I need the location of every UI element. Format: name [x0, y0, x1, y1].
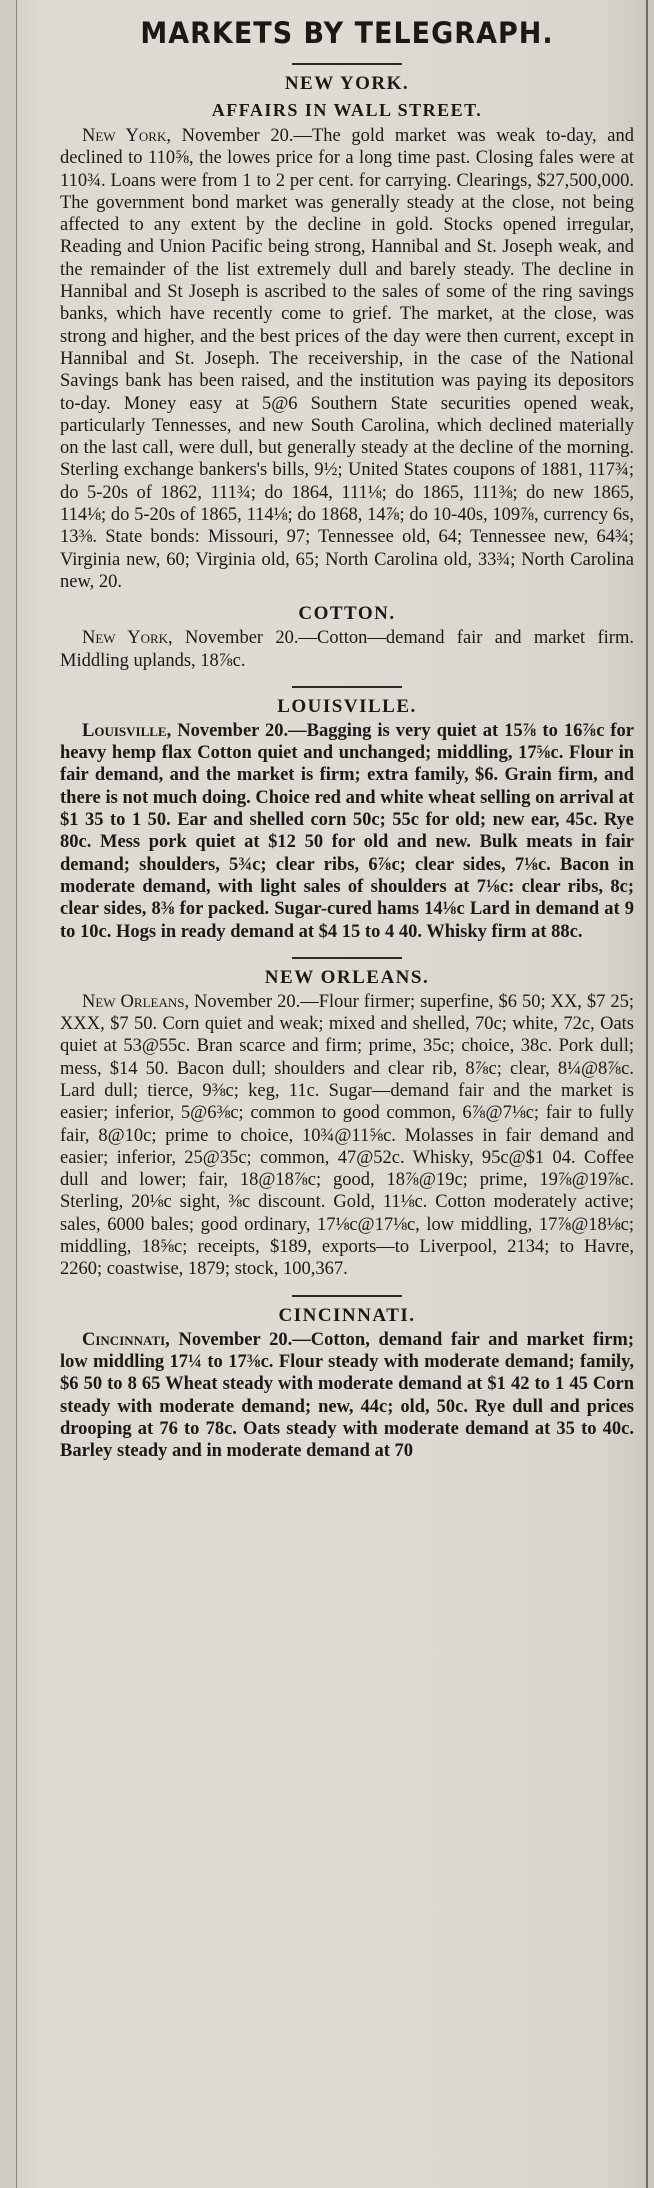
article-cotton — [60, 627, 634, 672]
dateline: Cincinnati, — [82, 1329, 170, 1350]
article-column — [60, 8, 634, 1462]
section-divider — [292, 1295, 402, 1297]
page-headline: MARKETS BY TELEGRAPH. — [140, 16, 554, 51]
section-divider — [292, 63, 402, 65]
article-cincinnati — [60, 1329, 634, 1463]
section-title-cincinnati: CINCINNATI. — [278, 1304, 416, 1326]
article-text: November 20.—Flour firmer; superfine, $6 50; XX, $7 25; XXX, $7 50. Corn quiet and weak; mixed and shelled, 70c; white, 72c, Oats quiet at 53@55c. Bran scarce and firm; prime, 35c; choice, 38c. Pork dull; mess, $14 50. Bacon dull; shoulders and clear rib, 8⅞c; clear, 8¼@8⅞c. Lard dull; tierce, 9⅜c; keg, 11c. Sugar—demand fair and the market is easier; inferior, 5@6⅜c; common to good common, 6⅞@7⅛c; fair to fully fair, 8@10c; prime to choice, 10¾@11⅝c. Molasses in fair demand and easier; inferior, 25@35c; common, 47@52c. Whisky, 95c@$1 04. Coffee dull and lower; fair, 18@18⅞c; good, 18⅞@19c; prime, 19⅞@19⅞c. Sterling, 20⅛c sight, ⅜c discount. Gold, 11⅛c. Cotton moderately active; sales, 6000 bales; good ordinary, 17⅛c@17⅛c, low middling, 17⅞@18⅛c; middling, 18⅝c; receipts, $189, exports—to Liverpool, 2134; to Havre, 2260; coastwise, 1879; stock, 100,367. — [60, 991, 634, 1280]
dateline: New York, — [82, 126, 171, 146]
article-louisville — [60, 720, 634, 943]
dateline: New York, — [82, 628, 173, 649]
adjacent-column-edge — [0, 0, 17, 2188]
column-rule — [646, 0, 648, 2188]
section-divider — [292, 686, 402, 688]
article-text: November 20.—The gold market was weak to-day, and declined to 110⅝, the lowes price for a long time past. Closing fales were at 110¾. Loans were from 1 to 2 per cent. for carrying. Clearings, $27,500,000. The government bond market was generally steady at the close, not being affected to any extent by the decline in gold. Stocks opened irregular, Reading and Union Pacific being strong, Hannibal and St. Joseph weak, and the remainder of the list extremely dull and barely steady. The decline in Hannibal and St Joseph is ascribed to the sales of some of the ring savings banks, which have recently come to grief. The market, at the close, was strong and higher, and the best prices of the day were then current, except in Hannibal and St. Joseph. The receivership, in the case of the National Savings bank has been raised, and the institution was paying its depositors to-day. Money easy at 5@6 Southern State securities opened weak, particularly Tennesses, and new South Carolina, which declined materially on the last call, were dull, but generally steady at the decline of the morning. Sterling exchange bankers's bills, 9½; United States coupons of 1881, 117¾; do 5-20s of 1862, 111¾; do 1864, 111⅛; do 1865, 111⅜; do new 1865, 114⅛; do 5-20s of 1865, 114⅛; do 1868, 14⅞; do 10-40s, 109⅞, currency 6s, 13⅜. State bonds: Missouri, 97; Tennessee old, 64; Tennessee new, 64¾; Virginia new, 60; Virginia old, 65; North Carolina old, 33¾; North Carolina new, 20. — [60, 126, 634, 592]
section-title-new-york: NEW YORK. — [284, 73, 410, 94]
article-text: November 20.—Bagging is very quiet at 15⅞ to 16⅞c for heavy hemp flax Cotton quiet and unchanged; middling, 17⅝c. Flour in fair demand, and the market is firm; extra family, $6. Grain firm, and there is not much doing. Choice red and white wheat selling on arrival at $1 35 to 1 50. Ear and shelled corn 50c; 55c for old; new ear, 45c. Rye 80c. Mess pork quiet at $12 50 for old and new. Bulk meats in fair demand; shoulders, 5¾c; clear ribs, 6⅞c; clear sides, 7⅛c. Bacon in moderate demand, with light sales of shoulders at 7⅛c: clear ribs, 8c; clear sides, 8⅜ for packed. Sugar-cured hams 14⅛c Lard in demand at 9 to 10c. Hogs in ready demand at $4 15 to 4 40. Whisky firm at 88c. — [60, 720, 634, 942]
dateline: New Orleans, — [82, 991, 190, 1012]
section-title-new-orleans: NEW ORLEANS. — [264, 966, 430, 988]
article-text: November 20.—Cotton, demand fair and market firm; low middling 17¼ to 17⅜c. Flour steady with moderate demand; family, $6 50 to 8 65 Wheat steady with moderate demand at $1 42 to 1 45 Corn steady with moderate demand; new, 44c; old, 50c. Rye dull and prices drooping at 76 to 78c. Oats steady with moderate demand at 35 to 40c. Barley steady and in moderate demand at 70 — [60, 1329, 634, 1462]
section-title-cotton: COTTON. — [298, 603, 396, 625]
section-title-louisville: LOUISVILLE. — [277, 695, 417, 717]
article-text: November 20.—Cotton—demand fair and market firm. Middling uplands, 18⅞c. — [60, 628, 634, 671]
section-divider — [292, 957, 402, 959]
article-new-york — [60, 125, 634, 593]
dateline: Louisville, — [82, 720, 172, 741]
section-subtitle-wall-street: AFFAIRS IN WALL STREET. — [211, 100, 483, 120]
article-new-orleans — [60, 991, 634, 1281]
